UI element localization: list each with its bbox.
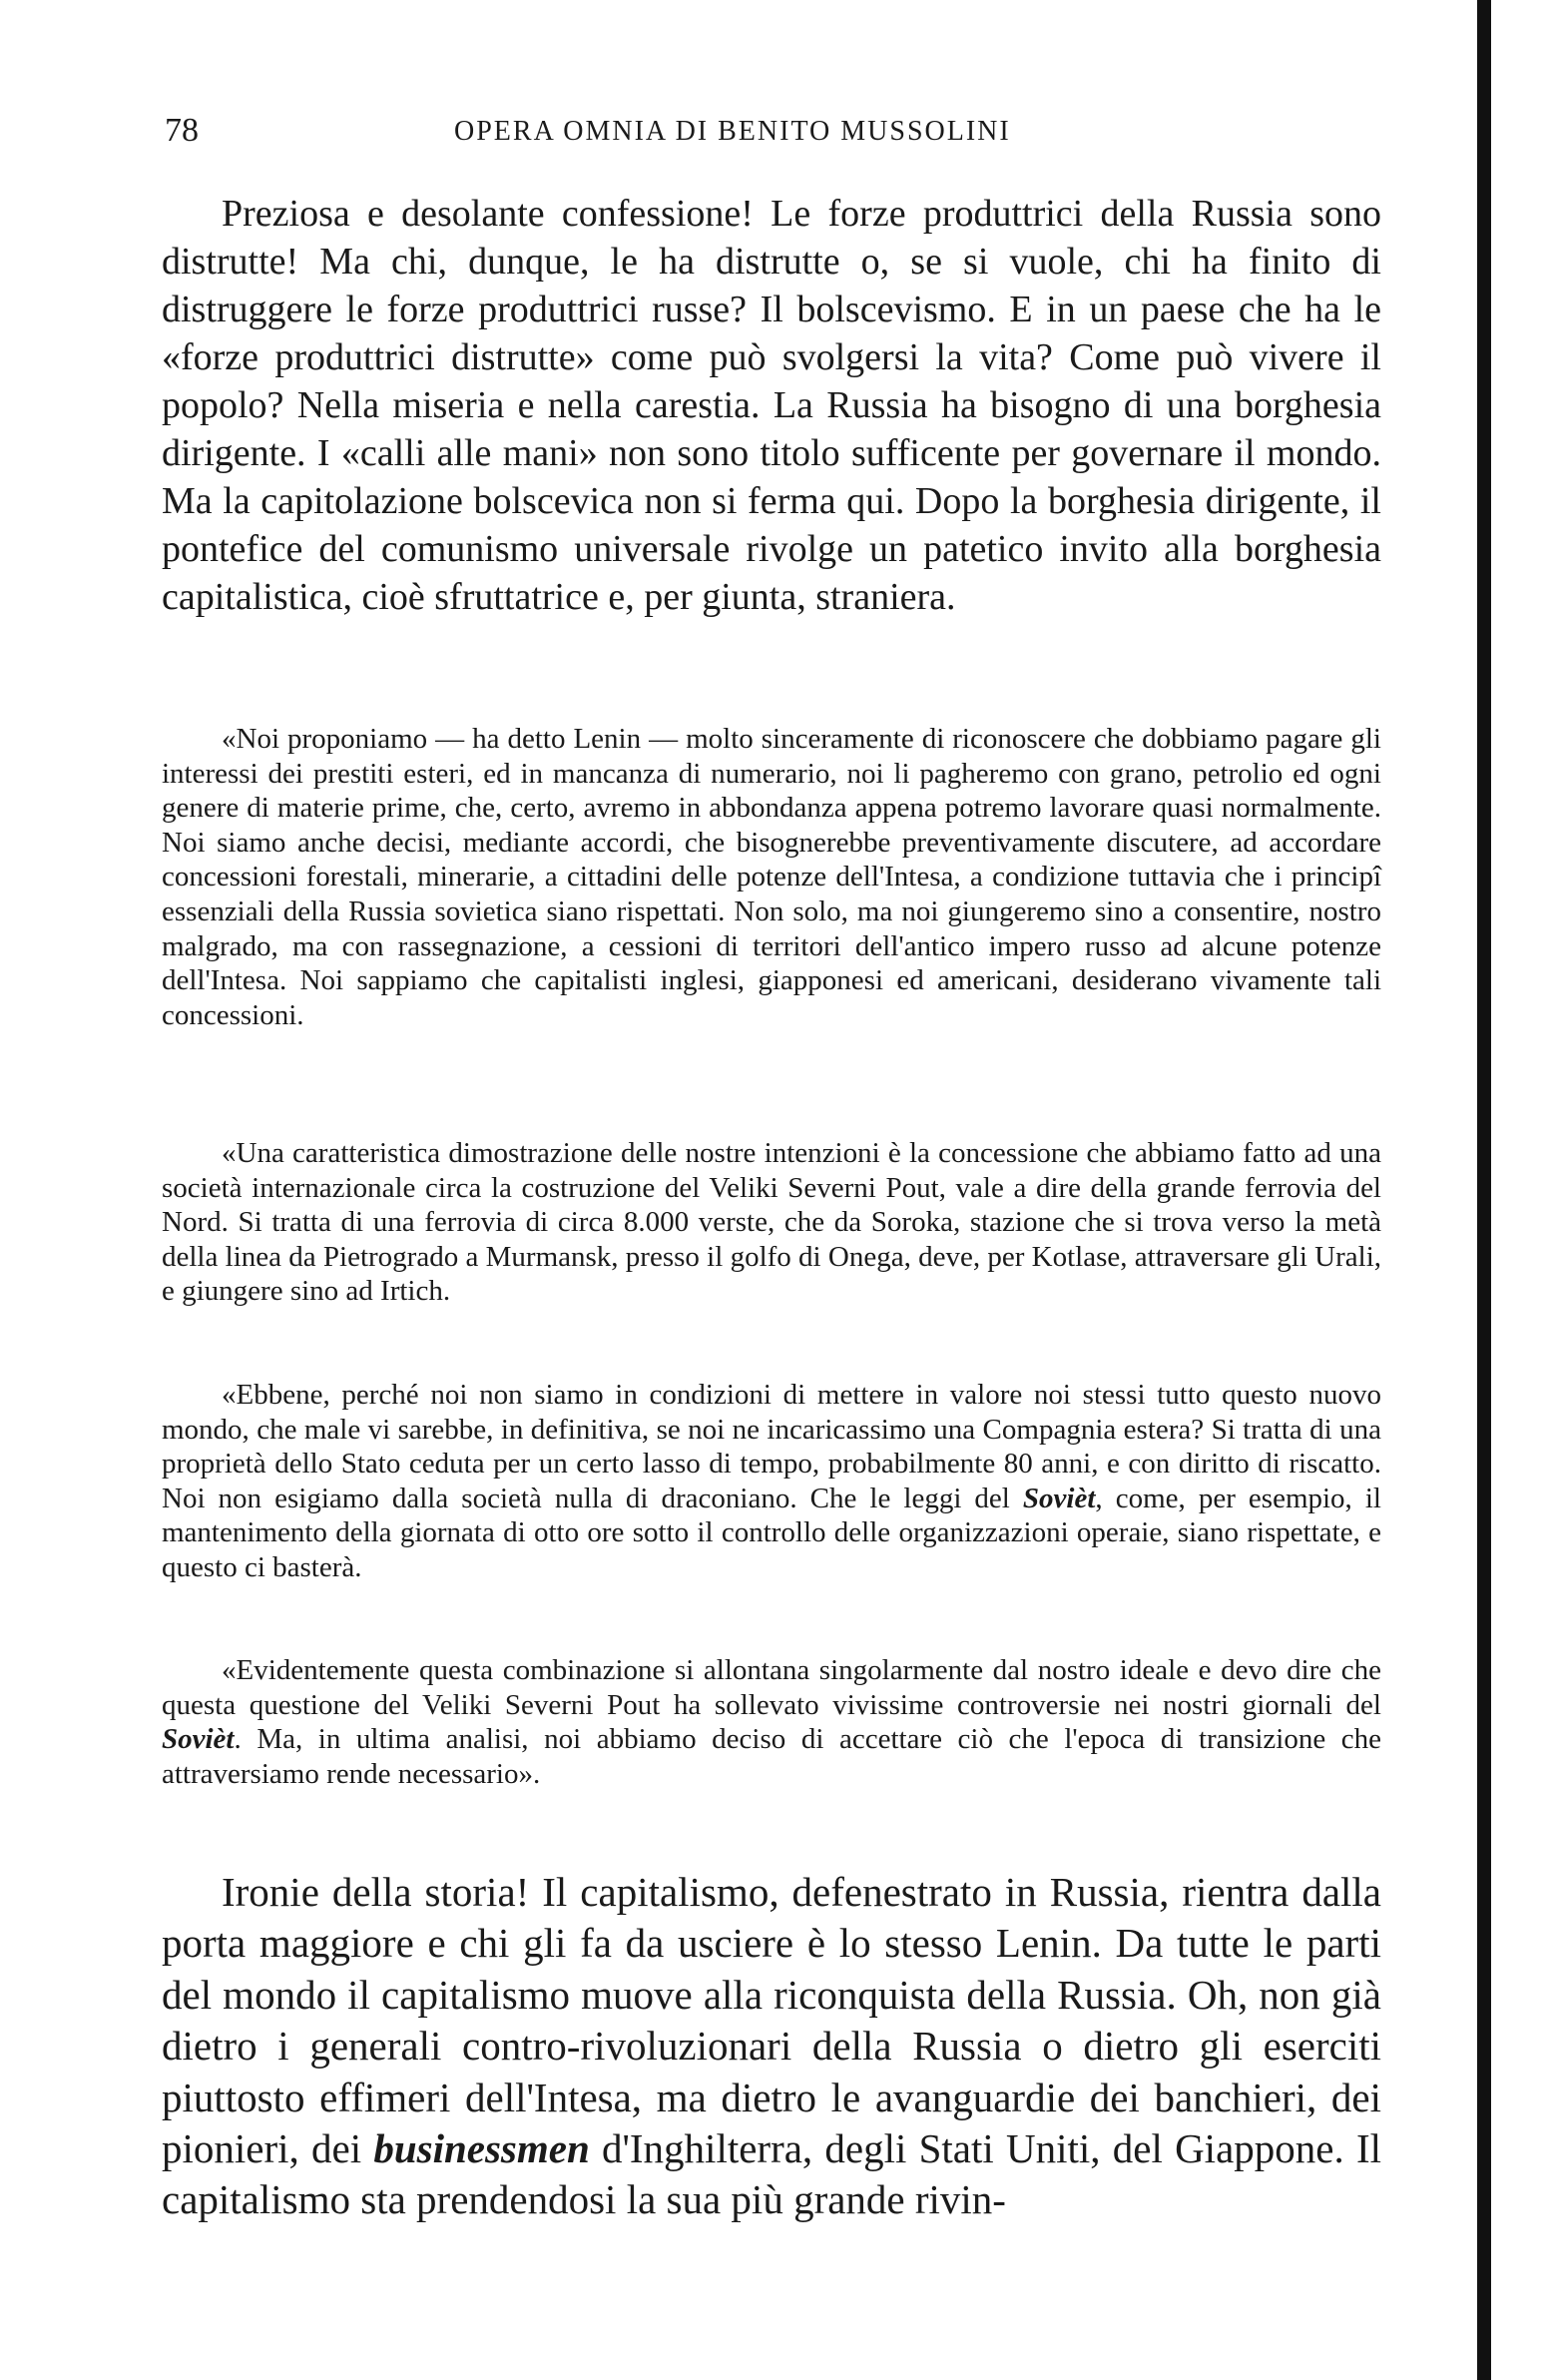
soviet-term: Sovièt xyxy=(1022,1482,1096,1514)
quote-3-text-b: , come, per esempio, il mantenimento della giornata di otto ore sotto il controllo delle organizzazioni operaie, siano rispettate, e questo ci basterà. xyxy=(162,1482,1381,1583)
businessmen-term: businessmen xyxy=(373,2125,590,2172)
quote-paragraph-2: «Una caratteristica dimostrazione delle nostre intenzioni è la concessione che abbiamo fatto ad una società internazionale circa la costruzione del Veliki Severni Pout, vale a dire della grande ferrovia del Nord. Si tratta di una ferrovia di circa 8.000 verste, che da Soroka, stazione che si trova verso la metà della linea da Pietrogrado a Murmansk, presso il golfo di Onega, deve, per Kotlase, attraversare gli Urali, e giungere sino ad Irtich. xyxy=(162,1137,1381,1308)
paragraph-intro: Preziosa e desolante confessione! Le forze produttrici della Russia sono distrutte! Ma chi, dunque, le ha distrutte o, se si vuole, chi ha finito di distruggere le forze produttrici russe? Il bolscevismo. E in un paese che ha le «forze produttrici distrutte» come può svolgersi la vita? Come può vivere il popolo? Nella miseria e nella carestia. La Russia ha bisogno di una borghesia dirigente. I «calli alle mani» non sono titolo sufficente per governare il mondo. Ma la capitolazione bolscevica non si ferma qui. Dopo la borghesia dirigente, il pontefice del comunismo universale rivolge un patetico invito alla borghesia capitalistica, cioè sfruttatrice e, per giunta, straniera. xyxy=(162,193,1381,618)
paragraph-conclusion xyxy=(162,1867,1381,2226)
soviet-term-2: Sovièt xyxy=(162,1723,235,1756)
conclusion-text-b: d'Inghilterra, degli Stati Uniti, del Giappone. Il capitalismo sta prendendosi la sua più grande rivin- xyxy=(162,2125,1381,2223)
page-header xyxy=(165,112,1093,162)
conclusion-text-a: Ironie della storia! Il capitalismo, defenestrato in Russia, rientra dalla porta maggiore e chi gli fa da usciere è lo stesso Lenin. Da tutte le parti del mondo il capitalismo muove alla riconquista della Russia. Oh, non già dietro i generali contro-rivoluzionari della Russia o dietro gli eserciti piuttosto effimeri dell'Intesa, ma dietro le avanguardie dei banchieri, dei pionieri, dei xyxy=(162,1869,1381,2172)
quote-4-text-a: «Evidentemente questa combinazione si allontana singolarmente dal nostro ideale e devo dire che questa questione del Veliki Severni Pout ha sollevato vivissime controversie nei nostri giornali del xyxy=(162,1654,1381,1721)
quote-paragraph-4 xyxy=(162,1653,1381,1791)
running-title: OPERA OMNIA DI BENITO MUSSOLINI xyxy=(454,116,1011,147)
page-edge-bar xyxy=(1477,0,1491,2380)
page-number: 78 xyxy=(165,112,199,149)
quote-paragraph-1: «Noi proponiamo — ha detto Lenin — molto sinceramente di riconoscere che dobbiamo pagare gli interessi dei prestiti esteri, ed in mancanza di numerario, noi li pagheremo con grano, petrolio ed ogni genere di materie prime, che, certo, avremo in abbondanza appena potremo lavorare quasi normalmente. Noi siamo anche decisi, mediante accordi, che bisognerebbe preventivamente discutere, ad accordare concessioni forestali, minerarie, a cittadini delle potenze dell'Intesa, a condizione tuttavia che i principî essenziali della Russia sovietica siano rispettati. Non solo, ma noi giungeremo sino a consentire, nostro malgrado, ma con rassegnazione, a cessioni di territori dell'antico impero russo ad alcune potenze dell'Intesa. Noi sappiamo che capitalisti inglesi, giapponesi ed americani, desiderano vivamente tali concessioni. xyxy=(162,723,1381,1031)
quote-paragraph-3 xyxy=(162,1378,1381,1585)
quote-4-text-b: . Ma, in ultima analisi, noi abbiamo deciso di accettare ciò che l'epoca di transizione che attraversiamo rende necessario». xyxy=(162,1723,1381,1790)
quote-3-text-a: «Ebbene, perché noi non siamo in condizioni di mettere in valore noi stessi tutto questo nuovo mondo, che male vi sarebbe, in definitiva, se noi ne incaricassimo una Compagnia estera? Si tratta di una proprietà dello Stato ceduta per un certo lasso di tempo, probabilmente 80 anni, e con diritto di riscatto. Noi non esigiamo dalla società nulla di draconiano. Che le leggi del xyxy=(162,1379,1381,1514)
